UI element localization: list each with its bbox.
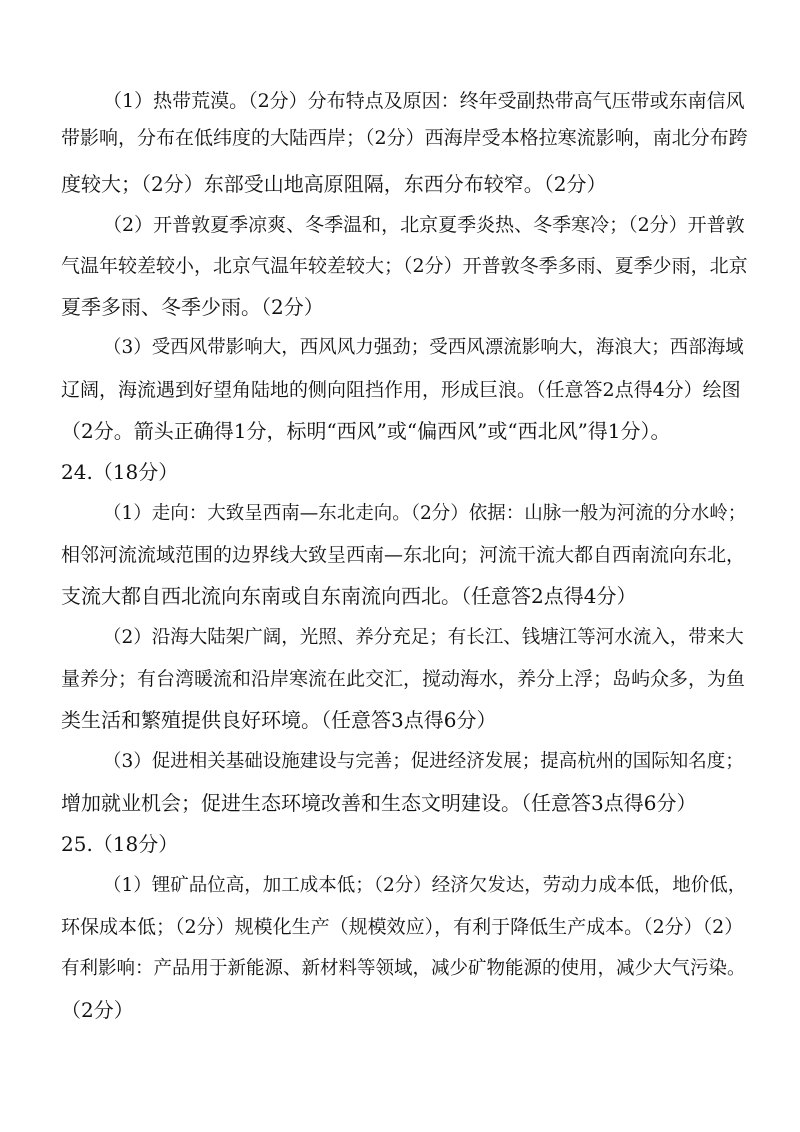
- text-line: 夏季多雨、冬季少雨。（2分）: [61, 295, 324, 319]
- question-24-heading: 24.（18分）: [61, 460, 179, 484]
- text-line: 环保成本低；（2分）规模化生产（规模效应），有利于降低生产成本。（2分）（2）: [61, 916, 744, 938]
- text-line: （2分。箭头正确得1分，标明“西风”或“偏西风”或“西北风”得1分）。: [61, 419, 671, 443]
- question-25-heading: 25.（18分）: [61, 832, 179, 856]
- text-line: 气温年较差较小，北京气温年较差较大；（2分）开普敦冬季多雨、夏季少雨，北京: [61, 255, 748, 277]
- text-line: 辽阔，海流遇到好望角陆地的侧向阻挡作用，形成巨浪。（任意答2点得4分）绘图: [61, 379, 741, 401]
- text-line: （1）锂矿品位高，加工成本低；（2分）经济欠发达，劳动力成本低，地价低，: [103, 875, 747, 896]
- text-line: 度较大；（2分）东部受山地高原阻隔，东西分布较窄。（2分）: [61, 172, 607, 196]
- text-line: （1）热带荒漠。（2分）分布特点及原因：终年受副热带高气压带或东南信风: [103, 90, 745, 112]
- text-line: （2）开普敦夏季凉爽、冬季温和，北京夏季炎热、冬季寒冷；（2分）开普敦: [103, 214, 745, 236]
- text-line: 带影响，分布在低纬度的大陆西岸；（2分）西海岸受本格拉寒流影响，南北分布跨: [61, 127, 748, 149]
- text-line: 相邻河流流域范围的边界线大致呈西南—东北向；河流干流大都自西南流向东北，: [61, 544, 746, 566]
- text-line: （1）走向：大致呈西南—东北走向。（2分）依据：山脉一般为河流的分水岭；: [103, 503, 747, 524]
- text-line: 类生活和繁殖提供良好环境。（任意答3点得6分）: [61, 708, 497, 732]
- text-line: （3）受西风带影响大，西风风力强劲；受西风漂流影响大，海浪大；西部海域: [103, 337, 744, 358]
- text-line: （2分）: [61, 998, 134, 1022]
- text-line: （3）促进相关基础设施建设与完善；促进经济发展；提高杭州的国际知名度；: [103, 751, 744, 772]
- text-line: 增加就业机会；促进生态环境改善和生态文明建设。（任意答3点得6分）: [61, 791, 697, 815]
- text-line: 量养分；有台湾暖流和沿岸寒流在此交汇，搅动海水，养分上浮；岛屿众多，为鱼: [61, 668, 746, 690]
- text-line: 支流大都自西北流向东南或自东南流向西北。（任意答2点得4分）: [61, 584, 637, 608]
- text-line: 有利影响：产品用于新能源、新材料等领域，减少矿物能源的使用，减少大气污染。: [61, 958, 746, 979]
- text-line: （2）沿海大陆架广阔，光照、养分充足；有长江、钱塘江等河水流入，带来大: [103, 627, 744, 648]
